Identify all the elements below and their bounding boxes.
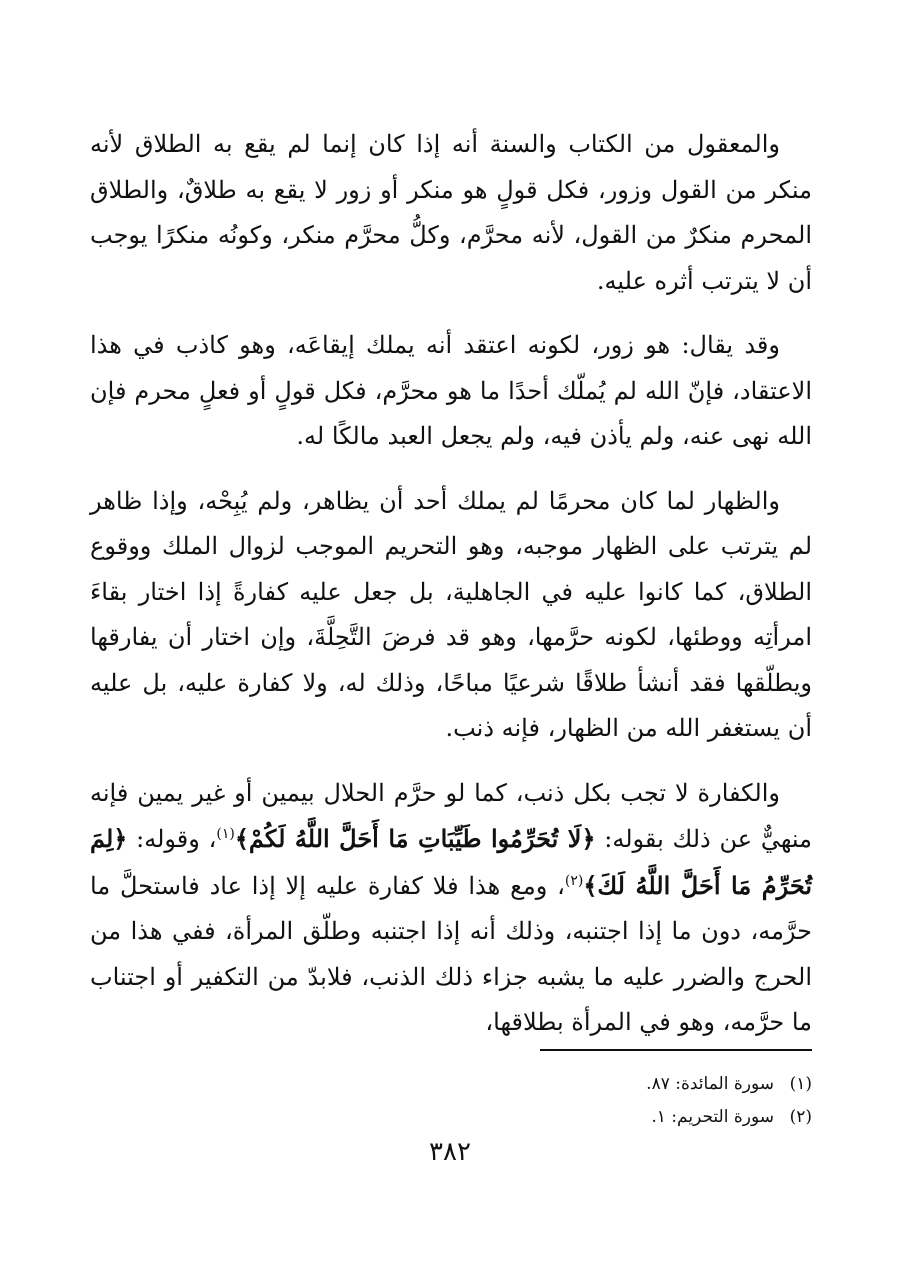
footnote-ref-1: (١)	[216, 826, 235, 842]
footnote-text: سورة التحريم: ١.	[651, 1107, 774, 1127]
footnote-ref-2: (٢)	[564, 872, 584, 889]
paragraph-2: وقد يقال: هو زور، لكونه اعتقد أنه يملك إيقاعَه، وهو كاذب في هذا الاعتقاد، فإنّ الله لم يُملّك أحدًا ما هو محرَّم، فكل قولٍ أو فعلٍ محرم فإن الله نهى عنه، ولم يأذن فيه، ولم يجعل العبد مالكًا له.	[90, 331, 812, 450]
paragraph-1: والمعقول من الكتاب والسنة أنه إذا كان إنما لم يقع به الطلاق لأنه منكر من القول وزور، فكل قولٍ هو منكر أو زور لا يقع به طلاقٌ، والطلاق المحرم منكرٌ من القول، لأنه محرَّم، وكلُّ محرَّم منكر، وكونُه منكرًا يوجب أن لا يترتب أثره عليه.	[90, 130, 812, 295]
quran-quote-2: ﴿لِمَ تُحَرِّمُ مَا أَحَلَّ اللَّهُ لَكَ﴾	[90, 824, 813, 900]
paragraph-4	[90, 771, 812, 1046]
footnote-number: (٢)	[789, 1107, 812, 1127]
paragraph-4-text-2: ، وقوله:	[127, 825, 217, 853]
footnote-1	[90, 1068, 812, 1101]
footnote-text: سورة المائدة: ٨٧.	[646, 1074, 774, 1094]
footnote-number: (١)	[789, 1074, 812, 1094]
page-body	[90, 122, 812, 1065]
page-number: ٣٨٢	[429, 1137, 471, 1167]
paragraph-4-text-1: والكفارة لا تجب بكل ذنب، كما لو حرَّم الحلال بيمين أو غير يمين فإنه منهيٌّ عن ذلك بقوله:	[90, 778, 812, 853]
paragraph-4-text-3: ، ومع هذا فلا كفارة عليه إلا إذا عاد فاستحلَّ ما حرَّمه، دون ما إذا اجتنبه، وذلك أنه إذا اجتنبه وطلّق المرأة، ففي هذا من الحرج والضرر عليه ما يشبه جزاء ذلك الذنب، فلابدّ من التكفير أو اجتناب ما حرَّمه، وهو في المرأة بطلاقها،	[90, 871, 812, 1036]
footnote-divider	[540, 1049, 812, 1051]
paragraph-3: والظهار لما كان محرمًا لم يملك أحد أن يظاهر، ولم يُبِحْه، وإذا ظاهر لم يترتب على الظهار موجبه، وهو التحريم الموجب لزوال الملك ووقوع الطلاق، كما كانوا عليه في الجاهلية، بل جعل عليه كفارةً إذا اختار بقاءَ امرأتِه ووطئها، لكونه حرَّمها، وهو قد فرضَ التَّحِلَّةَ، وإن اختار أن يفارقها ويطلّقها فقد أنشأ طلاقًا شرعيًا مباحًا، وذلك له، ولا كفارة عليه، بل عليه أن يستغفر الله من الظهار، فإنه ذنب.	[90, 486, 812, 742]
footnotes	[90, 1068, 812, 1134]
footnote-2	[90, 1101, 812, 1134]
quran-quote-1: ﴿لَا تُحَرِّمُوا طَيِّبَاتِ مَا أَحَلَّ اللَّهُ لَكُمْ﴾	[234, 824, 596, 853]
